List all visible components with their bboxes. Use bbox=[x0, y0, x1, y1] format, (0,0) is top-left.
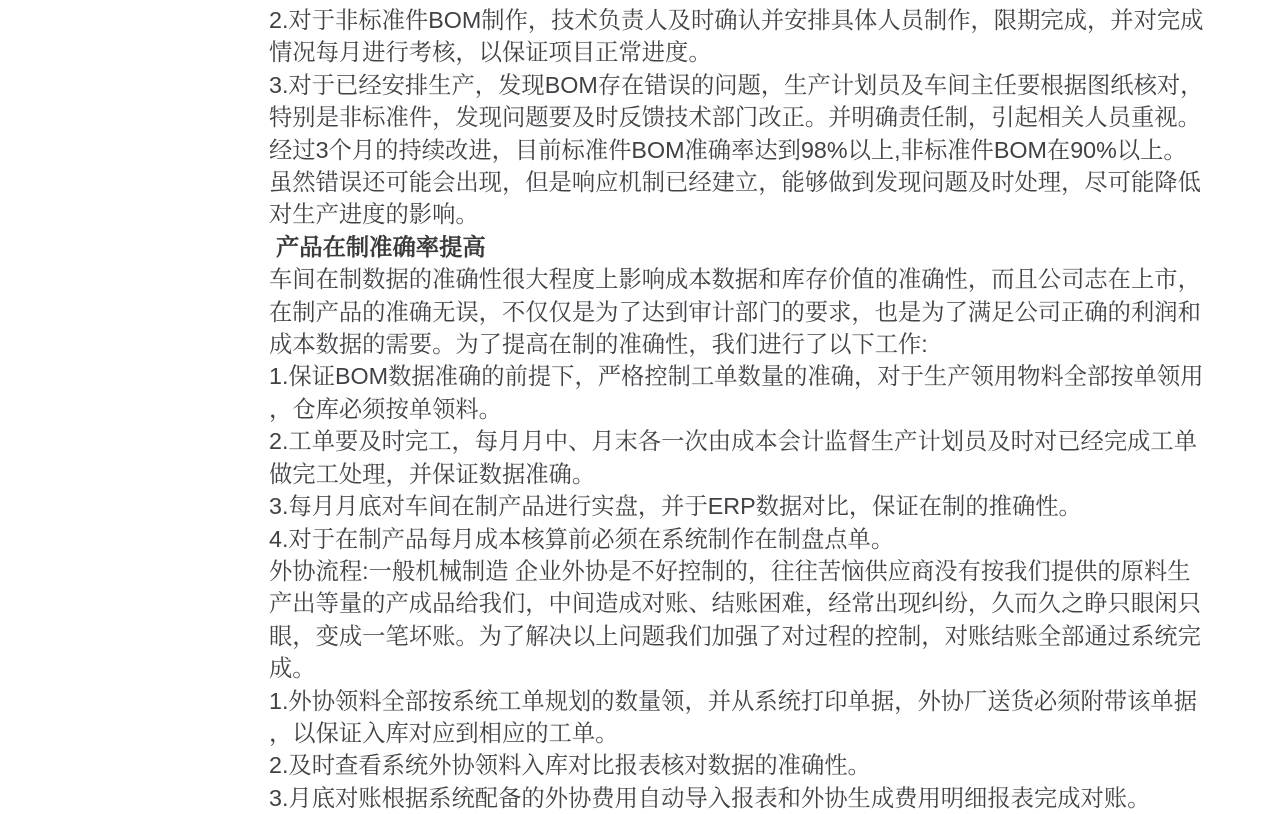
section-heading: 产品在制准确率提高 bbox=[276, 233, 486, 260]
paragraph: 3.每月月底对车间在制产品进行实盘，并于ERP数据对比，保证在制的推确性。 bbox=[269, 493, 1082, 520]
paragraph: 3.对于已经安排生产，发现BOM存在错误的问题，生产计划员及车间主任要根据图纸核对，特别是非标准件，发现问题要及时反馈技术部门改正。并明确责任制，引起相关人员重视。 bbox=[269, 71, 1204, 131]
paragraph: 车间在制数据的准确性很大程度上影响成本数据和库存价值的准确性，而且公司志在上市，在制产品的准确无误，不仅仅是为了达到审计部门的要求，也是为了满足公司正确的利润和成本数据的需要。为了提高在制的准确性，我们进行了以下工作: bbox=[269, 266, 1201, 358]
paragraph: 2.工单要及时完工，每月月中、月末各一次由成本会计监督生产计划员及时对已经完成工单做完工处理，并保证数据准确。 bbox=[269, 428, 1198, 487]
paragraph: 经过3个月的持续改进，目前标准件BOM准确率达到98%以上,非标准件BOM在90%以上。虽然错误还可能会出现，但是响应机制已经建立，能够做到发现问题及时处理，尽可能降低对生产进度的影响。 bbox=[269, 136, 1201, 228]
paragraph: 2.对于非标准件BOM制作，技术负责人及时确认并安排具体人员制作，限期完成，并对完成情况每月进行考核，以保证项目正常进度。 bbox=[269, 7, 1204, 66]
paragraph: 1.保证BOM数据准确的前提下，严格控制工单数量的准确，对于生产领用物料全部按单领用，仓库必须按单领料。 bbox=[269, 363, 1204, 422]
paragraph: 3.月底对账根据系统配备的外协费用自动导入报表和外协生成费用明细报表完成对账。 bbox=[269, 784, 1151, 811]
paragraph: 外协流程:一般机械制造 企业外协是不好控制的，往往苦恼供应商没有按我们提供的原料生产出等量的产成品给我们，中间造成对账、结账困难，经常出现纠纷，久而久之睁只眼闲只眼，变成一笔坏账。为了解决以上问题我们加强了对过程的控制，对账结账全部通过系统完成。 bbox=[269, 557, 1201, 682]
paragraph: 4.对于在制产品每月成本核算前必须在系统制作在制盘点单。 bbox=[269, 525, 895, 552]
paragraph: 1.外协领料全部按系统工单规划的数量领，并从系统打印单据，外协厂送货必须附带该单据，以保证入库对应到相应的工单。 bbox=[269, 687, 1198, 746]
paragraph: 2.及时查看系统外协领料入库对比报表核对数据的准确性。 bbox=[269, 752, 871, 779]
document-page bbox=[269, 4, 1209, 814]
